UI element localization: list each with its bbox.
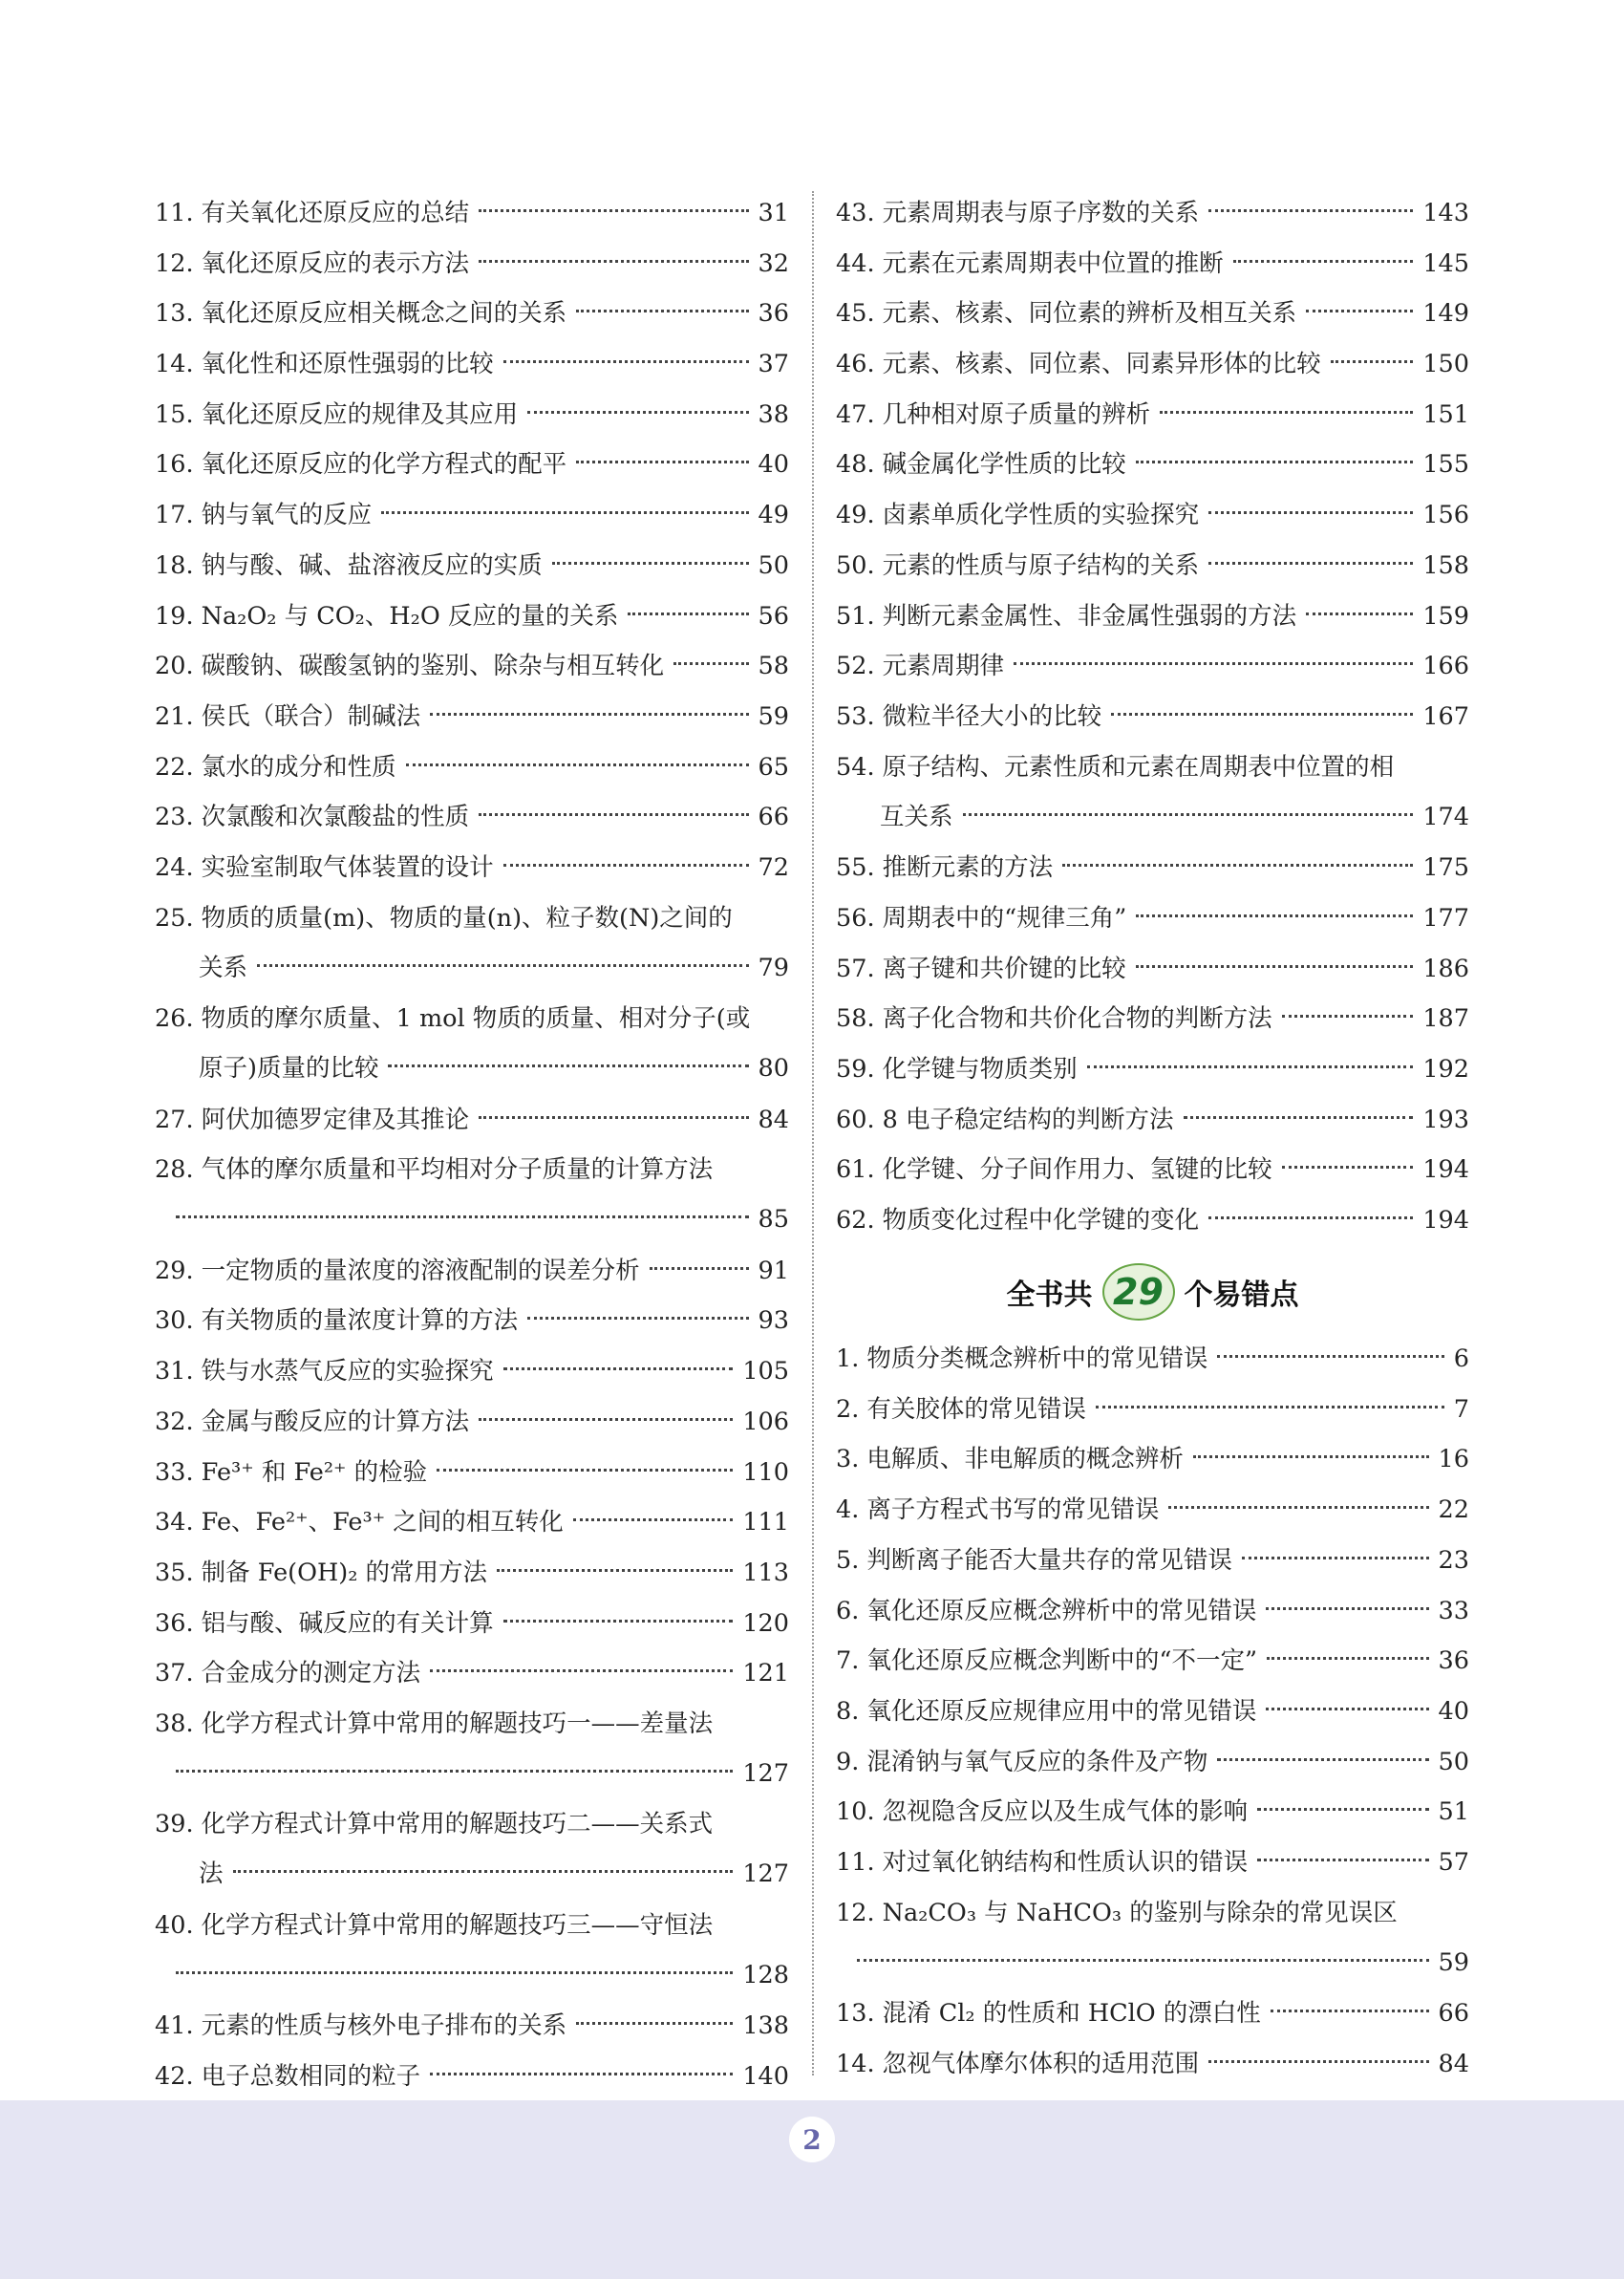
toc-entry-title: 25. 物质的质量(m)、物质的量(n)、粒子数(N)之间的	[155, 904, 733, 933]
toc-entry-page: 105	[742, 1357, 789, 1386]
dot-leader	[406, 763, 749, 766]
dot-leader	[381, 511, 748, 514]
dot-leader	[576, 310, 748, 312]
toc-entry	[155, 2061, 789, 2092]
toc-entry-page: 128	[742, 1961, 789, 1989]
header-suffix: 个易错点	[1184, 1279, 1299, 1312]
toc-entry	[836, 701, 1469, 732]
dot-leader	[963, 813, 1414, 816]
toc-entry-page: 192	[1422, 1055, 1469, 1084]
toc-entry	[155, 852, 789, 883]
toc-entry	[836, 954, 1469, 984]
toc-entry-title: 41. 元素的性质与核外电子排布的关系	[155, 2011, 567, 2040]
toc-entry-page: 167	[1422, 702, 1469, 731]
toc-entry	[155, 1154, 789, 1235]
dot-leader	[479, 209, 748, 212]
toc-entry	[155, 449, 789, 480]
toc-entry-title: 17. 钠与氧气的反应	[155, 501, 373, 529]
dot-leader	[1282, 1166, 1414, 1169]
toc-entry	[836, 550, 1469, 581]
toc-entry-continuation: 原子)质量的比较	[199, 1054, 379, 1083]
toc-entry	[836, 248, 1469, 279]
dot-leader	[503, 864, 749, 867]
toc-entry-page: 111	[742, 1508, 789, 1537]
toc-entry	[155, 1709, 789, 1789]
page-number: 2	[789, 2117, 835, 2162]
dot-leader	[1233, 260, 1414, 263]
dot-leader	[1136, 914, 1413, 917]
toc-entry-page: 36	[1438, 1646, 1469, 1675]
toc-entry-title: 1. 物质分类概念辨析中的常见错误	[836, 1344, 1208, 1373]
dot-leader	[573, 1518, 734, 1521]
toc-entry-title: 34. Fe、Fe²⁺、Fe³⁺ 之间的相互转化	[155, 1508, 564, 1537]
dot-leader	[1087, 1065, 1414, 1068]
toc-entry-title: 10. 忽视隐含反应以及生成气体的影响	[836, 1797, 1249, 1826]
toc-entry-title: 51. 判断元素金属性、非金属性强弱的方法	[836, 602, 1297, 631]
dot-leader	[650, 1267, 749, 1270]
dot-leader	[1208, 2060, 1428, 2063]
toc-entry	[155, 601, 789, 632]
toc-entry-title: 21. 侯氏（联合）制碱法	[155, 702, 421, 731]
toc-entry	[836, 1898, 1469, 1978]
dot-leader	[1168, 1506, 1428, 1509]
toc-entry-page: 23	[1438, 1546, 1469, 1575]
toc-entry-page: 6	[1453, 1344, 1469, 1373]
toc-entry	[836, 1394, 1469, 1425]
toc-entry-page: 110	[742, 1458, 789, 1487]
toc-entry-title: 5. 判断离子能否大量共存的常见错误	[836, 1546, 1232, 1575]
toc-entry-page: 159	[1422, 602, 1469, 631]
toc-entry-title: 30. 有关物质的量浓度计算的方法	[155, 1306, 519, 1335]
toc-entry-page: 85	[758, 1205, 789, 1234]
toc-entry	[155, 1809, 789, 1889]
toc-entry-title: 13. 氧化还原反应相关概念之间的关系	[155, 299, 567, 328]
toc-entry	[155, 550, 789, 581]
dot-leader	[479, 1418, 733, 1421]
toc-entry-title: 27. 阿伏加德罗定律及其推论	[155, 1106, 470, 1134]
toc-entry-page: 50	[1438, 1748, 1469, 1776]
toc-entry	[155, 1658, 789, 1688]
toc-entry-title: 49. 卤素单质化学性质的实验探究	[836, 501, 1200, 529]
dot-leader	[1014, 662, 1413, 665]
toc-entry-page: 40	[1438, 1697, 1469, 1726]
column-divider	[812, 191, 814, 2075]
error-points-header	[836, 1259, 1469, 1324]
dot-leader	[1257, 1808, 1428, 1811]
toc-entry-continuation: 法	[199, 1860, 224, 1888]
toc-entry	[836, 1494, 1469, 1525]
dot-leader	[1306, 613, 1413, 615]
dot-leader	[503, 360, 749, 363]
dot-leader	[479, 1116, 748, 1119]
toc-entry	[155, 651, 789, 681]
toc-entry-page: 84	[758, 1106, 789, 1134]
toc-entry	[155, 903, 789, 983]
toc-entry-page: 32	[758, 249, 789, 278]
toc-entry-page: 84	[1438, 2050, 1469, 2078]
toc-entry	[155, 1558, 789, 1588]
toc-entry-page: 186	[1422, 955, 1469, 983]
toc-entry-page: 33	[1438, 1597, 1469, 1625]
toc-entry	[155, 1457, 789, 1488]
toc-entry	[836, 2049, 1469, 2079]
dot-leader	[257, 964, 749, 967]
toc-entry-title: 12. 氧化还原反应的表示方法	[155, 249, 470, 278]
dot-leader	[1193, 1455, 1429, 1458]
toc-entry	[836, 198, 1469, 228]
toc-entry-page: 187	[1422, 1004, 1469, 1033]
dot-leader	[1096, 1406, 1444, 1408]
toc-entry	[155, 2010, 789, 2041]
toc-entry-page: 93	[758, 1306, 789, 1335]
toc-entry-page: 194	[1422, 1206, 1469, 1235]
toc-entry-title: 56. 周期表中的“规律三角”	[836, 904, 1127, 933]
dot-leader	[1257, 1859, 1428, 1861]
toc-entry-page: 16	[1438, 1445, 1469, 1473]
toc-entry-page: 155	[1422, 450, 1469, 479]
toc-entry	[836, 500, 1469, 530]
toc-entry-page: 177	[1422, 904, 1469, 933]
toc-entry-page: 59	[758, 702, 789, 731]
dot-leader	[527, 1317, 748, 1320]
toc-entry	[836, 1003, 1469, 1034]
toc-entry-title: 44. 元素在元素周期表中位置的推断	[836, 249, 1224, 278]
toc-entry-title: 7. 氧化还原反应概念判断中的“不一定”	[836, 1646, 1258, 1675]
toc-entry	[836, 903, 1469, 934]
toc-entry-title: 15. 氧化还原反应的规律及其应用	[155, 400, 519, 429]
toc-entry	[836, 399, 1469, 430]
toc-entry-title: 9. 混淆钠与氧气反应的条件及产物	[836, 1748, 1208, 1776]
toc-entry-title: 55. 推断元素的方法	[836, 853, 1054, 882]
dot-leader	[1208, 562, 1413, 565]
toc-entry	[155, 701, 789, 732]
toc-entry-page: 150	[1422, 350, 1469, 378]
toc-entry-title: 59. 化学键与物质类别	[836, 1055, 1078, 1084]
toc-entry-page: 127	[742, 1759, 789, 1788]
toc-entry-page: 72	[758, 853, 789, 882]
toc-entry	[836, 752, 1469, 832]
toc-entry	[836, 349, 1469, 379]
toc-entry-page: 175	[1422, 853, 1469, 882]
toc-entry-page: 65	[758, 753, 789, 782]
toc-entry-page: 59	[1438, 1948, 1469, 1977]
toc-entry-title: 43. 元素周期表与原子序数的关系	[836, 199, 1200, 227]
dot-leader	[1242, 1557, 1429, 1559]
header-prefix: 全书共	[1006, 1279, 1093, 1312]
toc-entry-title: 11. 有关氧化还原反应的总结	[155, 199, 470, 227]
toc-entry-page: 58	[758, 652, 789, 680]
toc-entry-title: 52. 元素周期律	[836, 652, 1005, 680]
dot-leader	[430, 2073, 733, 2075]
toc-entry-page: 143	[1422, 199, 1469, 227]
toc-entry	[836, 1696, 1469, 1727]
toc-entry-page: 121	[742, 1659, 789, 1688]
toc-entry	[155, 1256, 789, 1286]
toc-entry	[836, 1847, 1469, 1878]
toc-entry-title: 45. 元素、核素、同位素的辨析及相互关系	[836, 299, 1297, 328]
toc-entry	[155, 1305, 789, 1336]
toc-entry-title: 46. 元素、核素、同位素、同素异形体的比较	[836, 350, 1321, 378]
dot-leader	[628, 613, 748, 615]
dot-leader	[1062, 864, 1413, 867]
toc-entry	[155, 802, 789, 832]
dot-leader	[673, 662, 748, 665]
toc-entry	[155, 399, 789, 430]
dot-leader	[503, 1367, 734, 1370]
dot-leader	[552, 562, 749, 565]
toc-entry-title: 14. 氧化性和还原性强弱的比较	[155, 350, 494, 378]
toc-entry-title: 48. 碱金属化学性质的比较	[836, 450, 1126, 479]
toc-entry-page: 138	[742, 2011, 789, 2040]
toc-entry	[836, 1154, 1469, 1185]
toc-entry	[836, 651, 1469, 681]
dot-leader	[1266, 1607, 1428, 1610]
toc-entry-title: 23. 次氯酸和次氯酸盐的性质	[155, 803, 470, 831]
toc-entry-page: 36	[758, 299, 789, 328]
dot-leader	[233, 1870, 734, 1873]
dot-leader	[1217, 1355, 1443, 1358]
toc-entry-title: 61. 化学键、分子间作用力、氢键的比较	[836, 1155, 1272, 1184]
toc-entry-title: 62. 物质变化过程中化学键的变化	[836, 1206, 1200, 1235]
toc-entry-title: 33. Fe³⁺ 和 Fe²⁺ 的检验	[155, 1458, 428, 1487]
toc-entry-title: 2. 有关胶体的常见错误	[836, 1395, 1086, 1424]
toc-entry	[155, 349, 789, 379]
toc-entry-title: 54. 原子结构、元素性质和元素在周期表中位置的相	[836, 753, 1395, 782]
toc-entry-page: 120	[742, 1609, 789, 1638]
dot-leader	[388, 1064, 748, 1067]
dot-leader	[1282, 1015, 1414, 1018]
toc-entry	[836, 449, 1469, 480]
toc-entry-page: 37	[758, 350, 789, 378]
toc-entry-title: 26. 物质的摩尔质量、1 mol 物质的质量、相对分子(或	[155, 1004, 751, 1033]
dot-leader	[1208, 209, 1413, 212]
toc-entry	[155, 198, 789, 228]
toc-entry	[836, 1205, 1469, 1236]
dot-leader	[1184, 1116, 1414, 1119]
toc-entry-title: 4. 离子方程式书写的常见错误	[836, 1495, 1160, 1524]
toc-entry-page: 57	[1438, 1848, 1469, 1877]
toc-entry-page: 149	[1422, 299, 1469, 328]
toc-entry-title: 38. 化学方程式计算中常用的解题技巧一——差量法	[155, 1709, 714, 1738]
toc-entry-page: 38	[758, 400, 789, 429]
toc-entry	[155, 752, 789, 783]
dot-leader	[430, 1669, 733, 1672]
dot-leader	[1111, 713, 1413, 716]
toc-entry-page: 66	[1438, 1999, 1469, 2028]
toc-entry-title: 28. 气体的摩尔质量和平均相对分子质量的计算方法	[155, 1155, 714, 1184]
dot-leader	[176, 1971, 733, 1974]
toc-entry	[836, 1444, 1469, 1474]
toc-entry	[155, 298, 789, 329]
toc-entry-title: 39. 化学方程式计算中常用的解题技巧二——关系式	[155, 1810, 714, 1838]
toc-entry-title: 53. 微粒半径大小的比较	[836, 702, 1102, 731]
toc-entry-title: 6. 氧化还原反应概念辨析中的常见错误	[836, 1597, 1257, 1625]
toc-entry-title: 18. 钠与酸、碱、盐溶液反应的实质	[155, 551, 543, 580]
toc-entry-title: 47. 几种相对原子质量的辨析	[836, 400, 1151, 429]
toc-entry-page: 127	[742, 1860, 789, 1888]
toc-entry-title: 40. 化学方程式计算中常用的解题技巧三——守恒法	[155, 1911, 714, 1940]
toc-entry-title: 24. 实验室制取气体装置的设计	[155, 853, 494, 882]
toc-entry-title: 58. 离子化合物和共价化合物的判断方法	[836, 1004, 1272, 1033]
toc-entry	[836, 1105, 1469, 1135]
dot-leader	[479, 260, 748, 263]
dot-leader	[1306, 310, 1413, 312]
toc-entry-page: 158	[1422, 551, 1469, 580]
toc-entry-title: 50. 元素的性质与原子结构的关系	[836, 551, 1200, 580]
toc-entry-title: 31. 铁与水蒸气反应的实验探究	[155, 1357, 494, 1386]
toc-entry	[155, 1608, 789, 1639]
toc-entry	[836, 601, 1469, 632]
toc-entry-page: 40	[758, 450, 789, 479]
toc-entry-page: 51	[1438, 1797, 1469, 1826]
dot-leader	[527, 411, 748, 414]
dot-leader	[430, 713, 748, 716]
toc-entry-title: 42. 电子总数相同的粒子	[155, 2062, 421, 2091]
toc-entry-page: 80	[758, 1054, 789, 1083]
toc-entry	[836, 1545, 1469, 1576]
toc-entry	[836, 298, 1469, 329]
dot-leader	[857, 1959, 1429, 1962]
dot-leader	[1217, 1758, 1428, 1761]
dot-leader	[1136, 461, 1414, 463]
toc-entry-continuation: 互关系	[880, 803, 953, 831]
dot-leader	[1331, 360, 1414, 363]
dot-leader	[1267, 1657, 1429, 1660]
dot-leader	[1136, 965, 1414, 968]
toc-entry	[836, 1747, 1469, 1777]
toc-entry-page: 194	[1422, 1155, 1469, 1184]
toc-entry	[836, 1054, 1469, 1085]
dot-leader	[1208, 511, 1413, 514]
toc-entry-title: 35. 制备 Fe(OH)₂ 的常用方法	[155, 1559, 488, 1587]
toc-entry-title: 12. Na₂CO₃ 与 NaHCO₃ 的鉴别与除杂的常见误区	[836, 1899, 1398, 1927]
toc-entry-title: 37. 合金成分的测定方法	[155, 1659, 421, 1688]
toc-entry-continuation: 关系	[199, 954, 248, 982]
toc-entry	[836, 1645, 1469, 1676]
toc-entry	[155, 248, 789, 279]
toc-entry-title: 16. 氧化还原反应的化学方程式的配平	[155, 450, 567, 479]
toc-entry-page: 7	[1453, 1395, 1469, 1424]
dot-leader	[576, 2022, 733, 2025]
toc-entry	[155, 1356, 789, 1387]
toc-entry-page: 145	[1422, 249, 1469, 278]
toc-entry-page: 166	[1422, 652, 1469, 680]
toc-entry-page: 106	[742, 1408, 789, 1436]
toc-entry	[836, 1596, 1469, 1626]
toc-entry	[836, 1998, 1469, 2029]
toc-entry-title: 13. 混淆 Cl₂ 的性质和 HClO 的漂白性	[836, 1999, 1261, 2028]
toc-entry-title: 60. 8 电子稳定结构的判断方法	[836, 1106, 1174, 1134]
toc-entry-page: 174	[1422, 803, 1469, 831]
toc-entry-page: 113	[742, 1559, 789, 1587]
toc-entry-page: 193	[1422, 1106, 1469, 1134]
toc-entry-page: 156	[1422, 501, 1469, 529]
toc-entry-title: 32. 金属与酸反应的计算方法	[155, 1408, 470, 1436]
toc-entry-title: 19. Na₂O₂ 与 CO₂、H₂O 反应的量的关系	[155, 602, 619, 631]
toc-entry-title: 11. 对过氧化钠结构和性质认识的错误	[836, 1848, 1249, 1877]
toc-entry-page: 91	[758, 1257, 789, 1285]
dot-leader	[1271, 2010, 1429, 2012]
dot-leader	[176, 1770, 733, 1773]
toc-entry	[155, 1003, 789, 1084]
toc-entry-title: 57. 离子键和共价键的比较	[836, 955, 1126, 983]
toc-entry	[836, 852, 1469, 883]
dot-leader	[503, 1620, 734, 1623]
toc-entry	[155, 500, 789, 530]
toc-entry-title: 22. 氯水的成分和性质	[155, 753, 396, 782]
toc-entry-title: 8. 氧化还原反应规律应用中的常见错误	[836, 1697, 1257, 1726]
dot-leader	[437, 1469, 733, 1472]
toc-entry	[155, 1105, 789, 1135]
error-count-badge: 29	[1102, 1263, 1175, 1321]
toc-entry-page: 22	[1438, 1495, 1469, 1524]
toc-entry	[155, 1407, 789, 1437]
toc-entry	[155, 1507, 789, 1537]
dot-leader	[1160, 411, 1413, 414]
toc-entry-page: 49	[758, 501, 789, 529]
toc-entry-page: 79	[758, 954, 789, 982]
toc-entry-page: 151	[1422, 400, 1469, 429]
toc-entry-page: 140	[742, 2062, 789, 2091]
toc-entry	[836, 1344, 1469, 1374]
dot-leader	[576, 461, 748, 463]
dot-leader	[1266, 1708, 1428, 1710]
toc-entry-title: 3. 电解质、非电解质的概念辨析	[836, 1445, 1184, 1473]
toc-entry-title: 29. 一定物质的量浓度的溶液配制的误差分析	[155, 1257, 640, 1285]
dot-leader	[176, 1215, 749, 1218]
toc-entry-title: 14. 忽视气体摩尔体积的适用范围	[836, 2050, 1200, 2078]
toc-entry-title: 36. 铝与酸、碱反应的有关计算	[155, 1609, 494, 1638]
toc-entry-page: 56	[758, 602, 789, 631]
dot-leader	[479, 813, 748, 816]
toc-entry-page: 50	[758, 551, 789, 580]
dot-leader	[1208, 1216, 1413, 1219]
toc-entry-title: 20. 碳酸钠、碳酸氢钠的鉴别、除杂与相互转化	[155, 652, 665, 680]
toc-entry	[155, 1910, 789, 1990]
toc-entry	[836, 1796, 1469, 1827]
toc-entry-page: 31	[758, 199, 789, 227]
dot-leader	[497, 1569, 733, 1572]
toc-entry-page: 66	[758, 803, 789, 831]
